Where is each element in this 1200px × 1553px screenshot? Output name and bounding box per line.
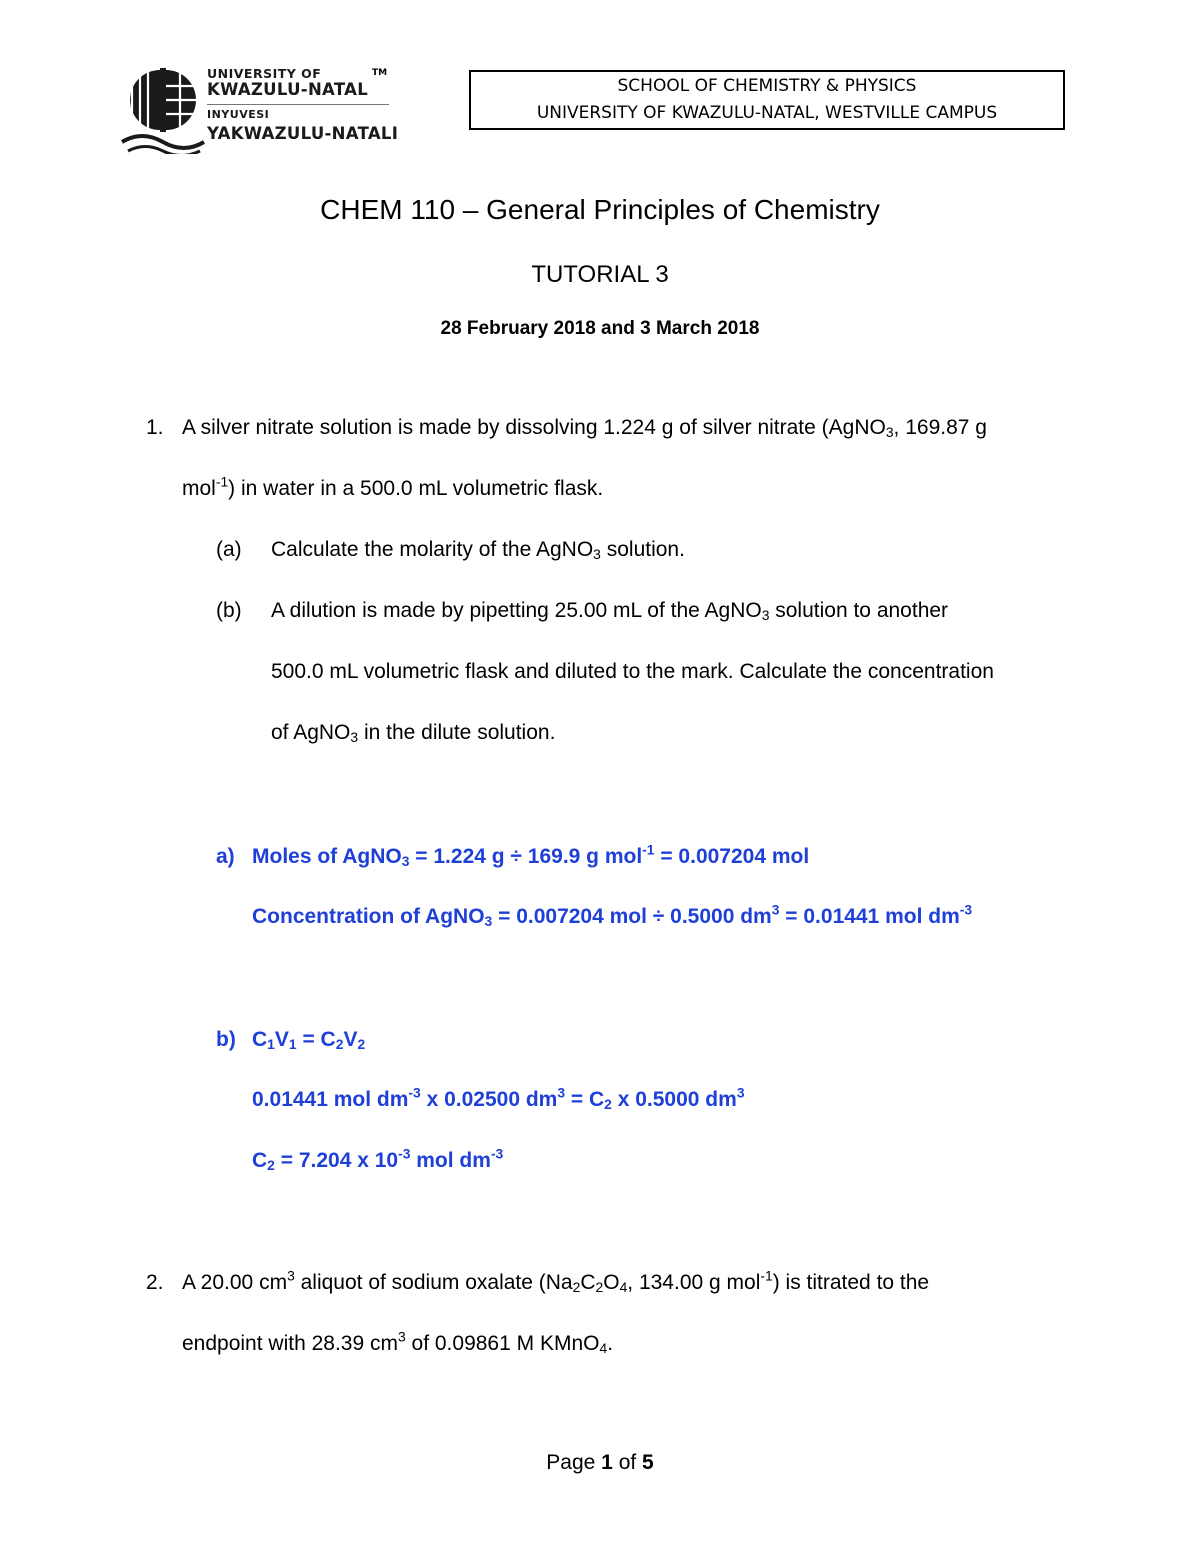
university-logo xyxy=(120,64,400,154)
part-b-line-3: of AgNO$_3$ in the dilute solution. xyxy=(271,721,556,745)
part-a-text: Calculate the molarity of the AgNO$_3$ solution. xyxy=(271,538,685,562)
school-name: SCHOOL OF CHEMISTRY & PHYSICS xyxy=(617,76,917,96)
part-b-line-1: A dilution is made by pipetting 25.00 mL of the AgNO$_3$ solution to another xyxy=(271,599,949,623)
part-b-line-2: 500.0 mL volumetric flask and diluted to the mark. Calculate the concentration xyxy=(271,660,994,683)
answer-a-line-1: Moles of AgNO$_3$ = 1.224 g ÷ 169.9 g mol$^{-1}$ = 0.007204 mol xyxy=(252,841,810,869)
part-a-label: (a) xyxy=(216,538,242,561)
tutorial-dates: 28 February 2018 and 3 March 2018 xyxy=(440,318,760,339)
question-1-number: 1. xyxy=(146,416,164,439)
answer-b-line-3: $C_2 = 7.204$ x $10^{-3}$ mol $dm^{-3}$ xyxy=(252,1145,504,1173)
logo-line-2: KWAZULU-NATAL xyxy=(207,80,369,99)
logo-line-4: YAKWAZULU-NATALI xyxy=(207,124,399,143)
logo-line-1: UNIVERSITY OF xyxy=(207,66,322,81)
question-2-number: 2. xyxy=(146,1271,164,1294)
tutorial-heading: TUTORIAL 3 xyxy=(531,261,669,288)
answer-a-line-2: Concentration of AgNO$_3$ = 0.007204 mol ÷ 0.5000 $dm^3 = 0.01441$ mol $dm^{-3}$ xyxy=(252,901,973,929)
trademark-mark: TM xyxy=(372,68,388,78)
answer-b-line-1: $C_1V_1 = C_2V_2$ xyxy=(252,1028,366,1052)
question-2-line-1: A 20.00 $cm^3$ aliquot of sodium oxalate ($Na_2C_2O_4$, 134.00 g mol$^{-1}$) is titrated to the xyxy=(182,1267,930,1295)
question-2-line-2: endpoint with 28.39 $cm^3$ of 0.09861 M KMnO$_4$. xyxy=(182,1328,614,1356)
campus-name: UNIVERSITY OF KWAZULU-NATAL, WESTVILLE CAMPUS xyxy=(536,103,998,123)
question-1-line-1: A silver nitrate solution is made by dissolving 1.224 g of silver nitrate (AgNO$_3$, 169.87 g xyxy=(182,416,987,440)
page-number: Page 1 of 5 xyxy=(546,1451,654,1474)
ukzn-crest-icon xyxy=(120,64,206,154)
document-title: CHEM 110 – General Principles of Chemistry xyxy=(320,194,880,225)
answer-b-line-2: 0.01441 mol $dm^{-3}$ x 0.02500 $dm^3 = C_2$ x 0.5000 $dm^3$ xyxy=(252,1084,745,1112)
answer-b-label: b) xyxy=(216,1028,236,1051)
question-1-line-2: mol$^{-1}$) in water in a 500.0 mL volumetric flask. xyxy=(182,473,604,500)
answer-a-label: a) xyxy=(216,845,235,868)
school-info-box xyxy=(469,70,1065,130)
logo-divider xyxy=(207,104,389,105)
logo-line-3: INYUVESI xyxy=(207,108,270,121)
part-b-label: (b) xyxy=(216,599,242,622)
